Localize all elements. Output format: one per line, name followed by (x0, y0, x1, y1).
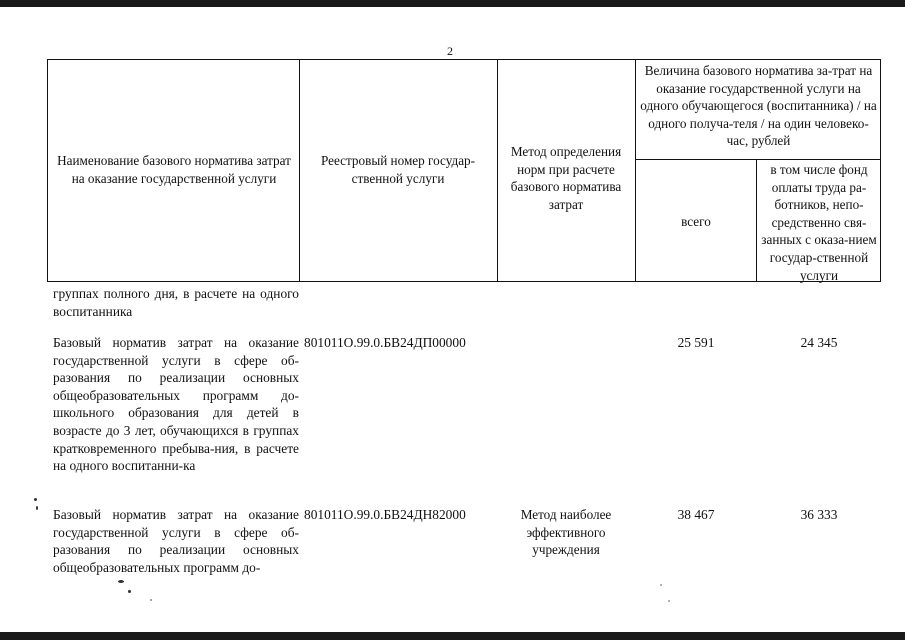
scan-speck (150, 599, 152, 601)
row-name: Базовый норматив затрат на оказание государственной услуги в сфере об-разования по реализации основных общеобразовательных программ до- (53, 507, 299, 575)
row-method: Метод наиболее эффективного учреждения (520, 507, 612, 558)
divider-1 (299, 59, 300, 282)
row-registry: 801011О.99.0.БВ24ДН82000 (304, 507, 466, 522)
header-value-group: Величина базового норматива за-трат на оказание государственной услуги на одного обучающегося (воспитанника) / на одного получа-теля / на один человеко-час, рублей (640, 63, 877, 149)
scan-speck (118, 580, 124, 583)
header-registry: Реестровый номер государ-ственной услуги (320, 153, 476, 186)
row-registry: 801011О.99.0.БВ24ДП00000 (304, 335, 466, 350)
page-number: 2 (447, 44, 453, 58)
scan-speck (36, 506, 38, 510)
bottom-scan-border (0, 632, 905, 640)
divider-3 (635, 59, 636, 282)
row-name: Базовый норматив затрат на оказание государственной услуги в сфере об-разования по реализации основных общеобразовательных программ до-школьного образования для детей в возрасте до 3 лет, обучающихся в группах кратковременного пребыва-ния, в расчете на одного воспитанни-ка (53, 335, 299, 474)
row-total: 38 467 (677, 507, 715, 522)
header-name: Наименование базового норматива затрат на оказание государственной услуги (57, 153, 291, 186)
header-wage: в том числе фонд оплаты труда ра-ботников, непо-средственно свя-занных с оказа-нием государ-ственной услуги (761, 162, 877, 283)
row-wage: 36 333 (800, 507, 838, 522)
scan-speck (128, 590, 131, 593)
scan-speck (668, 600, 670, 602)
row-wage: 24 345 (800, 335, 838, 350)
top-scan-border (0, 0, 905, 7)
scan-speck (660, 584, 662, 586)
scan-speck (34, 498, 37, 501)
header-method: Метод определения норм при расчете базового норматива затрат (510, 144, 622, 212)
divider-2 (497, 59, 498, 282)
row-total: 25 591 (677, 335, 715, 350)
divider-4 (756, 159, 757, 282)
row-name: группах полного дня, в расчете на одного воспитанника (53, 286, 299, 319)
header-total: всего (681, 214, 711, 229)
